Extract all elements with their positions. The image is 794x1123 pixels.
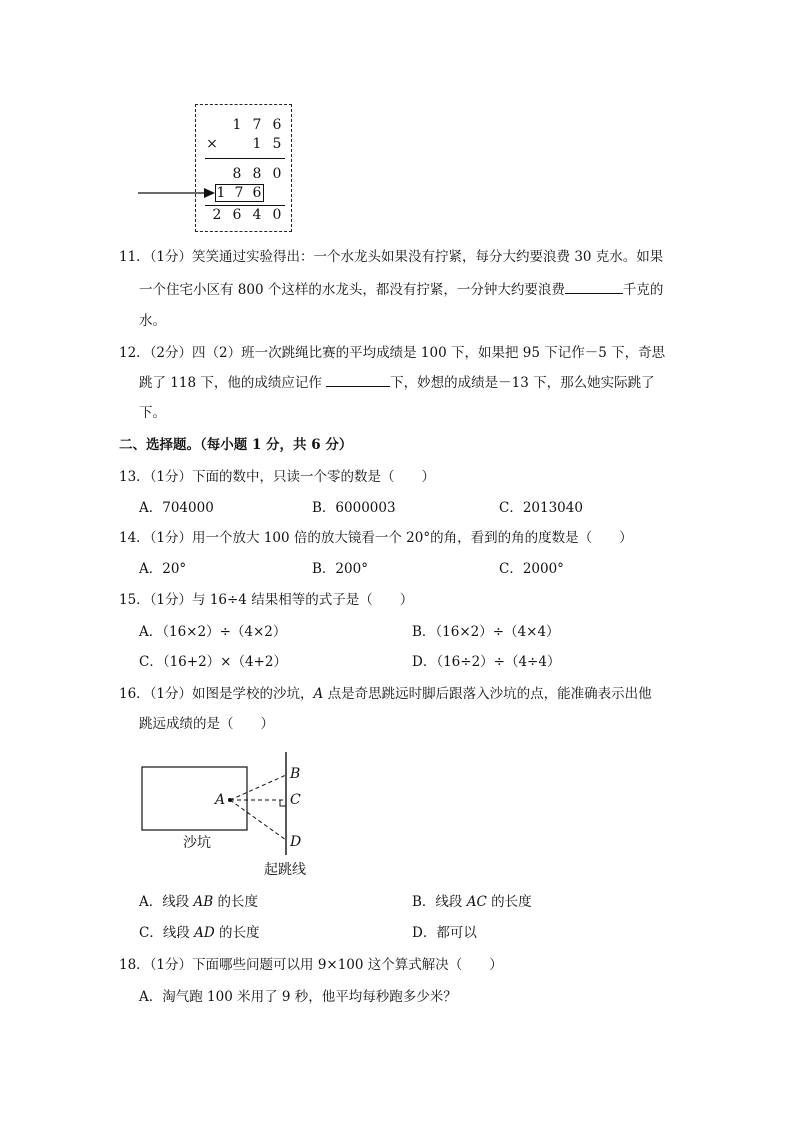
question-number: 11． xyxy=(119,249,150,265)
option-text: 的长度 xyxy=(486,894,532,910)
mult-digit: 4 xyxy=(252,207,262,223)
question-number: 12． xyxy=(119,345,150,361)
option-b[interactable]: B．6000003 xyxy=(312,500,396,516)
mult-digit: 0 xyxy=(272,207,282,223)
option-text: 的长度 xyxy=(213,894,259,910)
question-number: 18． xyxy=(119,957,150,973)
arrow-right-icon xyxy=(138,186,218,200)
mult-rule xyxy=(205,158,285,159)
mult-digit: 8 xyxy=(252,166,262,182)
label-sandpit: 沙坑 xyxy=(183,835,211,851)
segment-ab xyxy=(230,775,286,800)
option-c[interactable]: C．2013040 xyxy=(499,500,583,516)
option-text: 的长度 xyxy=(214,925,260,941)
option-d[interactable] xyxy=(412,923,477,943)
mult-digit: 5 xyxy=(272,136,282,152)
option-c[interactable]: C．2000° xyxy=(499,561,564,577)
question-text: （1分）与 16÷4 结果相等的式子是（ ） xyxy=(149,592,414,608)
question-text: 点是奇思跳远时脚后跟落入沙坑的点，能准确表示出他 xyxy=(323,686,652,702)
option-a[interactable]: A．（16×2）÷（4×2） xyxy=(139,624,287,640)
times-sign: × xyxy=(206,136,218,152)
question-16-line-2: 跳远成绩的是（ ） xyxy=(139,716,274,732)
question-11-line-2 xyxy=(139,279,663,300)
question-number: 14． xyxy=(119,530,150,546)
question-text: （1分）如图是学校的沙坑， xyxy=(149,686,314,702)
segment-label: AD xyxy=(194,925,215,941)
mult-digit: 1 xyxy=(252,136,262,152)
mult-digit: 6 xyxy=(272,117,282,133)
segment-label: AC xyxy=(466,894,487,910)
mult-digit: 7 xyxy=(234,185,244,201)
label-b: B xyxy=(290,766,301,782)
question-text: 一个住宅小区有 800 个这样的水龙头，都没有拧紧，一分钟大约要浪费 xyxy=(139,282,565,298)
question-14-stem xyxy=(119,528,633,548)
segment-label: AB xyxy=(193,894,214,910)
option-text: D．都可以 xyxy=(412,925,477,941)
question-13-stem xyxy=(119,467,435,487)
question-12-line-3: 下。 xyxy=(139,405,166,421)
label-d: D xyxy=(290,834,302,850)
option-text: B．线段 xyxy=(412,894,467,910)
mult-digit: 2 xyxy=(212,207,222,223)
option-a[interactable]: A．20° xyxy=(139,561,187,577)
question-18-stem xyxy=(119,955,503,975)
question-number: 13． xyxy=(119,469,150,485)
question-15-stem xyxy=(119,590,413,610)
mult-digit: 1 xyxy=(216,185,226,201)
question-12-line-2 xyxy=(139,372,655,393)
answer-blank[interactable] xyxy=(565,279,623,294)
point-label: A xyxy=(313,686,324,702)
option-c[interactable] xyxy=(139,923,260,943)
option-a[interactable]: A．704000 xyxy=(139,500,214,516)
question-11-line-3: 水。 xyxy=(139,313,166,329)
option-c[interactable]: C．（16+2）×（4+2） xyxy=(139,654,287,670)
label-takeoff-line: 起跳线 xyxy=(264,862,306,878)
mult-digit: 8 xyxy=(232,166,242,182)
mult-rule xyxy=(205,205,285,206)
question-number: 16． xyxy=(119,686,150,702)
question-text: （2分）四（2）班一次跳绳比赛的平均成绩是 100 下，如果把 95 下记作－5 下，奇思 xyxy=(149,345,666,361)
option-a[interactable]: A．淘气跑 100 米用了 9 秒，他平均每秒跑多少米？ xyxy=(139,989,457,1005)
question-11-line-1 xyxy=(119,247,663,267)
option-text: A．线段 xyxy=(139,894,194,910)
label-c: C xyxy=(290,792,301,808)
question-text: 下，妙想的成绩是－13 下，那么她实际跳了 xyxy=(390,375,655,391)
answer-blank[interactable] xyxy=(326,372,390,387)
mult-digit: 0 xyxy=(272,166,282,182)
mult-digit: 1 xyxy=(232,117,242,133)
option-d[interactable]: D．（16÷2）÷（4÷4） xyxy=(412,654,561,670)
label-a: A xyxy=(215,792,226,808)
option-b[interactable]: B．200° xyxy=(312,561,368,577)
question-number: 15． xyxy=(119,592,150,608)
question-16-line-1 xyxy=(119,684,652,704)
option-b[interactable]: B．（16×2）÷（4×4） xyxy=(412,624,560,640)
question-text: 跳了 118 下，他的成绩应记作 xyxy=(139,375,327,391)
mult-digit: 6 xyxy=(252,185,262,201)
option-text: C．线段 xyxy=(139,925,195,941)
question-12-line-1 xyxy=(119,343,665,363)
question-text: （1分）下面的数中，只读一个零的数是（ ） xyxy=(149,469,436,485)
option-a[interactable] xyxy=(139,892,258,912)
section-title: 二、选择题。（每小题 1 分，共 6 分） xyxy=(119,437,353,453)
question-text: 千克的 xyxy=(622,282,664,298)
right-angle-mark xyxy=(280,800,286,806)
mult-digit: 6 xyxy=(232,207,242,223)
question-text: （1分）用一个放大 100 倍的放大镜看一个 20°的角，看到的角的度数是（ ） xyxy=(149,530,633,546)
question-text: （1分）笑笑通过实验得出：一个水龙头如果没有拧紧，每分大约要浪费 30 克水。如果 xyxy=(149,249,664,265)
mult-digit: 7 xyxy=(252,117,262,133)
question-text: （1分）下面哪些问题可以用 9×100 这个算式解决（ ） xyxy=(149,957,503,973)
option-b[interactable] xyxy=(412,892,532,912)
segment-ad xyxy=(230,800,286,840)
